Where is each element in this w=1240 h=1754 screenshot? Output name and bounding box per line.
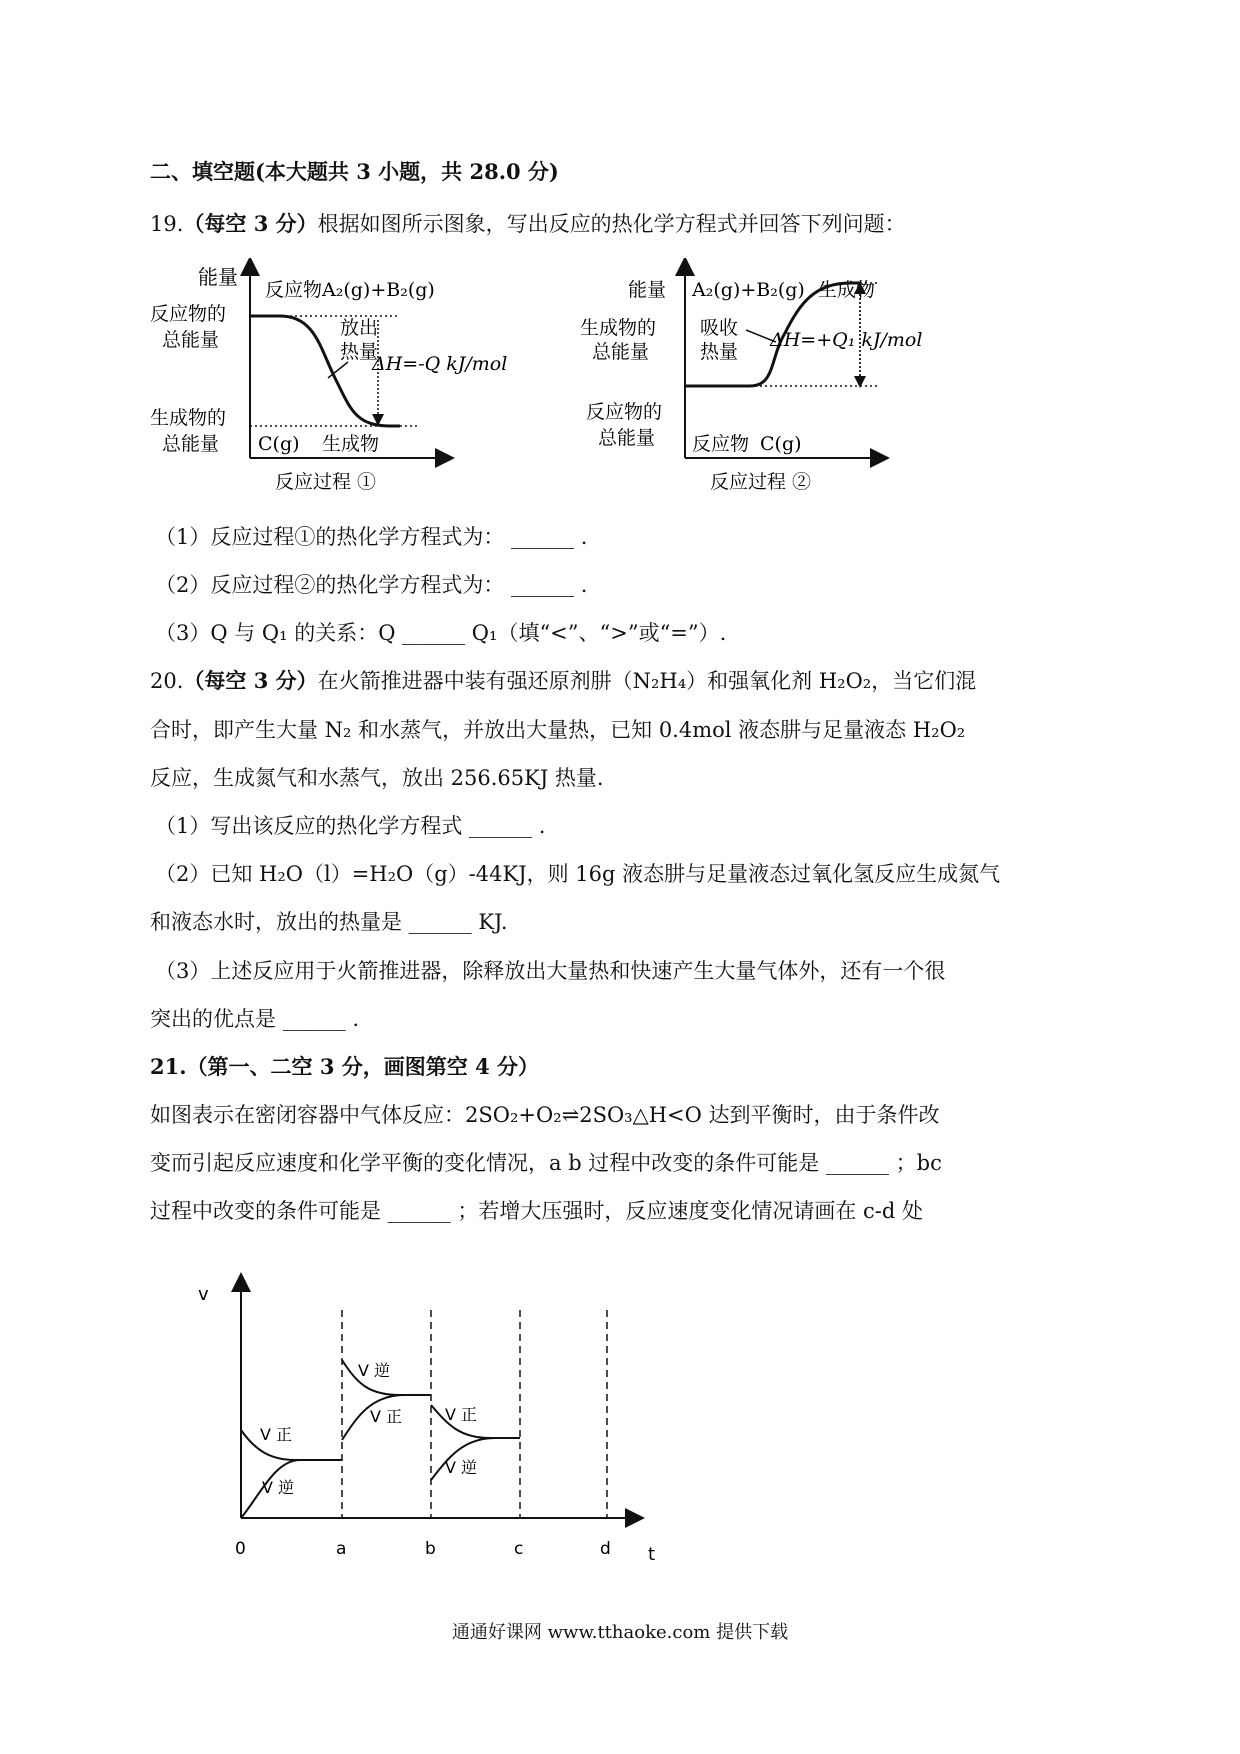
- q19-stem-line: [150, 210, 906, 238]
- release-label-2: 热量: [340, 341, 379, 363]
- x-label: 反应过程 ①: [275, 471, 377, 493]
- page-footer: 通通好课网 www.tthaoke.com 提供下载: [451, 1622, 789, 1643]
- q20-line3: 反应，生成氮气和水蒸气，放出 256.65KJ 热量.: [150, 766, 604, 790]
- product-energy-label-1: 生成物的: [150, 407, 227, 429]
- reactant-energy-label-2: 总能量: [598, 427, 656, 449]
- top-product: 生成物: [818, 279, 876, 301]
- section-title: 二、填空题(本大题共 3 小题，共 28.0 分): [150, 159, 559, 184]
- x-label: 反应过程 ②: [710, 471, 812, 493]
- x-axis-label: t: [648, 1544, 656, 1565]
- q20-sub3b: 突出的优点是 ______ .: [150, 1007, 360, 1031]
- rate-time-chart: [180, 1270, 680, 1570]
- y-label: 能量: [198, 265, 238, 289]
- q20-line1: [150, 667, 976, 695]
- label-v-reverse-0a: V 逆: [262, 1478, 295, 1497]
- q20-number: 20.: [150, 669, 184, 693]
- q21-line3: 过程中改变的条件可能是 ______ ；若增大压强时，反应速度变化情况请画在 c-d 处: [150, 1199, 923, 1223]
- x-tick-a: a: [336, 1539, 347, 1559]
- q19-sub2: （2）反应过程②的热化学方程式为： ______ .: [155, 573, 588, 597]
- label-v-forward-0a: V 正: [260, 1425, 293, 1444]
- q19-sub3: （3）Q 与 Q₁ 的关系：Q ______ Q₁（填“<”、“>”或“=”）.: [155, 621, 727, 645]
- top-formula: A₂(g)+B₂(g): [692, 279, 805, 301]
- q21-line2: 变而引起反应速度和化学平衡的变化情况，a b 过程中改变的条件可能是 ______ ；bc: [150, 1151, 942, 1175]
- y-label: 能量: [628, 279, 667, 301]
- x-tick-c: c: [514, 1539, 524, 1559]
- label-v-reverse-ab: V 逆: [358, 1361, 391, 1380]
- cg-label: C(g): [760, 433, 802, 455]
- q20-sub1: （1）写出该反应的热化学方程式 ______ .: [155, 814, 546, 838]
- product-energy-label-2: 总能量: [592, 341, 650, 363]
- q20-line1-text: 在火箭推进器中装有强还原剂肼（N₂H₄）和强氧化剂 H₂O₂，当它们混: [317, 669, 977, 693]
- label-v-forward-bc: V 正: [445, 1405, 478, 1424]
- reactant-energy-label-2: 总能量: [162, 329, 220, 351]
- reactant-label: 反应物A₂(g)+B₂(g): [265, 279, 435, 301]
- y-axis-label: v: [198, 1284, 209, 1305]
- cg-label: C(g): [258, 433, 300, 455]
- q19-stem: 根据如图所示图象，写出反应的热化学方程式并回答下列问题：: [317, 212, 906, 236]
- energy-diagram-1: [150, 258, 570, 498]
- q20-sub2a: （2）已知 H₂O（l）=H₂O（g）-44KJ，则 16g 液态肼与足量液态过氧化氢反应生成氮气: [155, 862, 1001, 886]
- q19-sub1: （1）反应过程①的热化学方程式为： ______ .: [155, 525, 588, 549]
- reactant-energy-label-1: 反应物的: [586, 401, 663, 423]
- q21-header: 21.（第一、二空 3 分，画图第空 4 分）: [150, 1054, 540, 1079]
- delta-h-label: ΔH=+Q₁ kJ/mol: [770, 329, 923, 351]
- q21-line1: 如图表示在密闭容器中气体反应：2SO₂+O₂⇌2SO₃△H<O 达到平衡时，由于条件改: [150, 1103, 940, 1127]
- q20-line2: 合时，即产生大量 N₂ 和水蒸气，并放出大量热，已知 0.4mol 液态肼与足量液态 H₂O₂: [150, 718, 966, 742]
- q19-points: （每空 3 分）: [183, 211, 318, 236]
- q19-number: 19.: [150, 212, 184, 236]
- x-tick-0: 0: [235, 1539, 246, 1559]
- product-label: 生成物: [322, 433, 380, 455]
- x-tick-b: b: [425, 1539, 436, 1559]
- q20-sub2b: 和液态水时，放出的热量是 ______ KJ.: [150, 910, 508, 934]
- reactant-energy-label-1: 反应物的: [150, 303, 227, 325]
- label-v-forward-ab: V 正: [370, 1407, 403, 1426]
- reactant-label: 反应物: [692, 433, 750, 455]
- q20-sub3a: （3）上述反应用于火箭推进器，除释放出大量热和快速产生大量气体外，还有一个很: [155, 959, 946, 983]
- absorb-label-2: 热量: [700, 341, 739, 363]
- release-label-1: 放出: [340, 317, 379, 339]
- absorb-label-1: 吸收: [700, 317, 739, 339]
- label-v-reverse-bc: V 逆: [445, 1458, 478, 1477]
- energy-diagram-2: [580, 258, 1000, 498]
- product-energy-label-1: 生成物的: [580, 317, 657, 339]
- delta-h-label: ΔH=-Q kJ/mol: [372, 353, 508, 375]
- product-energy-label-2: 总能量: [162, 433, 220, 455]
- q20-points: （每空 3 分）: [183, 668, 318, 693]
- x-tick-d: d: [600, 1539, 611, 1559]
